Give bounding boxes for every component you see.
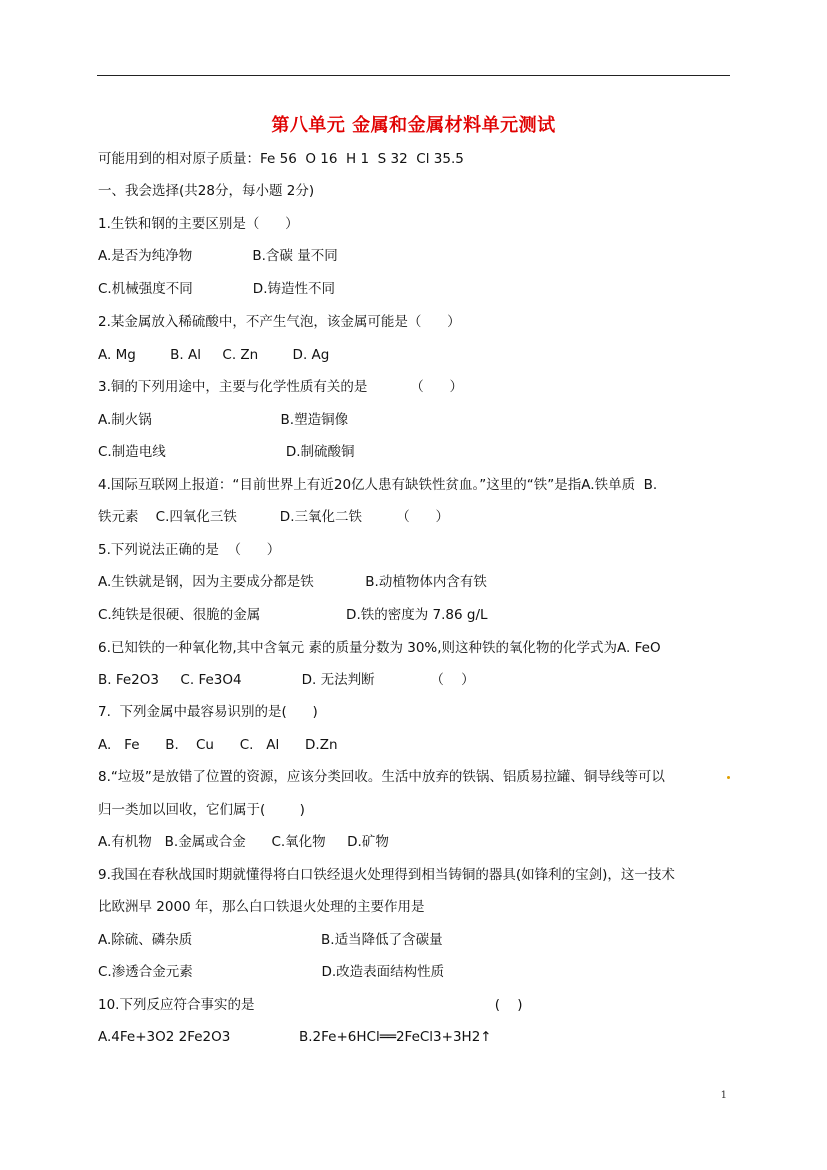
question-2-options: A. Mg B. Al C. Zn D. Ag (98, 347, 330, 363)
header-rule (97, 75, 730, 76)
question-8-options: A.有机物 B.金属或合金 C.氧化物 D.矿物 (98, 834, 389, 850)
question-9-options-cd: C.渗透合金元素 D.改造表面结构性质 (98, 964, 445, 980)
question-3-options-ab: A.制火锅 B.塑造铜像 (98, 412, 349, 428)
question-1: 1.生铁和钢的主要区别是（ ） (98, 216, 299, 232)
question-6: 6.已知铁的一种氧化物,其中含氧元 素的质量分数为 30%,则这种铁的氧化物的化学式为A. FeO (98, 640, 661, 656)
question-9-continued: 比欧洲早 2000 年，那么白口铁退火处理的主要作用是 (98, 899, 425, 915)
question-1-options-cd: C.机械强度不同 D.铸造性不同 (98, 281, 335, 297)
section-heading: 一、我会选择(共28分，每小题 2分) (98, 183, 315, 199)
question-7-options: A. Fe B. Cu C. Al D.Zn (98, 737, 338, 753)
question-5-options-ab: A.生铁就是钢，因为主要成分都是铁 B.动植物体内含有铁 (98, 574, 487, 590)
question-1-options-ab: A.是否为纯净物 B.含碳 量不同 (98, 248, 338, 264)
text-line-atomic-masses: 可能用到的相对原子质量：Fe 56 O 16 H 1 S 32 Cl 35.5 (98, 151, 464, 167)
question-2: 2.某金属放入稀硫酸中，不产生气泡，该金属可能是（ ） (98, 314, 461, 330)
question-10-options: A.4Fe+3O2 2Fe2O3 B.2Fe+6HCl══2FeCl3+3H2↑ (98, 1029, 492, 1045)
page-title: 第八单元 金属和金属材料单元测试 (271, 115, 556, 136)
marker-dot (727, 776, 730, 779)
question-8: 8.“垃圾”是放错了位置的资源，应该分类回收。生活中放弃的铁锅、铝质易拉罐、铜导线等可以 (98, 769, 665, 785)
question-9-options-ab: A.除硫、磷杂质 B.适当降低了含碳量 (98, 932, 443, 948)
question-4: 4.国际互联网上报道：“目前世界上有近20亿人患有缺铁性贫血。”这里的“铁”是指A.铁单质 B. (98, 477, 658, 493)
question-3: 3.铜的下列用途中，主要与化学性质有关的是 （ ） (98, 379, 464, 395)
question-5-options-cd: C.纯铁是很硬、很脆的金属 D.铁的密度为 7.86 g/L (98, 607, 488, 623)
question-5: 5.下列说法正确的是 （ ） (98, 542, 281, 558)
question-7: 7. 下列金属中最容易识别的是( ) (98, 704, 318, 720)
question-4-options: 铁元素 C.四氧化三铁 D.三氧化二铁 （ ） (98, 509, 450, 525)
question-10: 10.下列反应符合事实的是 ( ) (98, 997, 523, 1013)
question-9: 9.我国在春秋战国时期就懂得将白口铁经退火处理得到相当铸铜的器具(如锋利的宝剑)，这一技术 (98, 867, 675, 883)
question-6-options: B. Fe2O3 C. Fe3O4 D. 无法判断 （ ） (98, 672, 475, 688)
question-8-continued: 归一类加以回收，它们属于( ) (98, 802, 305, 818)
page-number: 1 (720, 1090, 727, 1101)
question-3-options-cd: C.制造电线 D.制硫酸铜 (98, 444, 355, 460)
